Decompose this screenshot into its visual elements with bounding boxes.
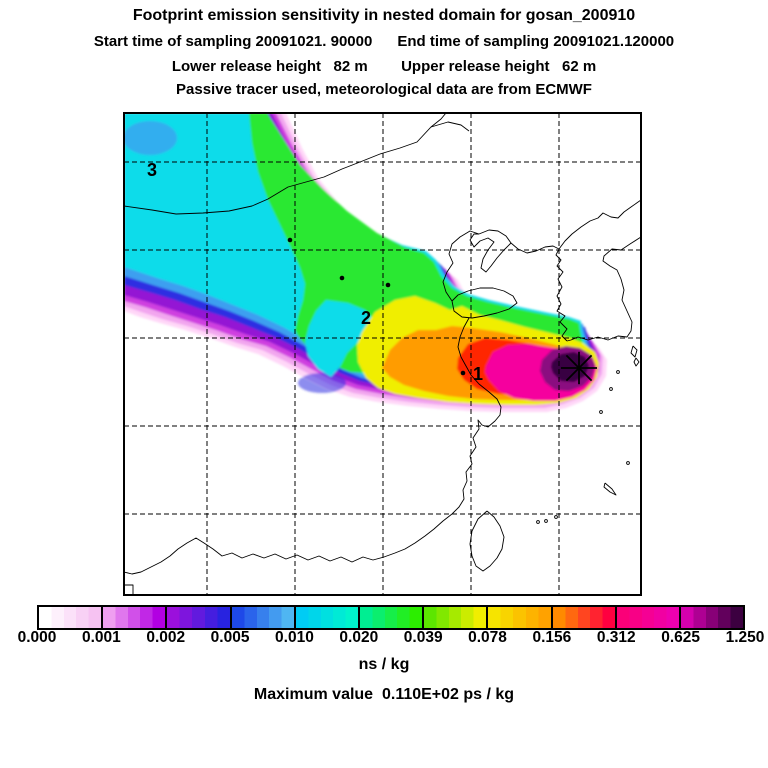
city-dot bbox=[461, 371, 466, 376]
region-label-3: 3 bbox=[146, 160, 158, 180]
colorbar-level-label: 0.005 bbox=[210, 629, 250, 646]
start-time-text: Start time of sampling 20091021. 90000 bbox=[93, 33, 373, 50]
tracer-note: Passive tracer used, meteorological data are from ECMWF bbox=[176, 81, 592, 98]
receptor-star-marker bbox=[561, 352, 597, 384]
colorbar-units-label: ns / kg bbox=[358, 656, 410, 673]
colorbar-segment-0.156 bbox=[553, 607, 617, 628]
colorbar-segment-0.312 bbox=[617, 607, 681, 628]
plume-layer-blue-patch-a bbox=[123, 121, 177, 155]
colorbar-level-label: 0.039 bbox=[403, 629, 443, 646]
colorbar-level-label: 1.250 bbox=[725, 629, 765, 646]
colorbar-segment-0.010 bbox=[296, 607, 360, 628]
plume-layer-blue-patch-b bbox=[298, 373, 346, 393]
colorbar-level-label: 0.010 bbox=[275, 629, 314, 646]
colorbar-segment-0.001 bbox=[103, 607, 167, 628]
colorbar-level-label: 0.078 bbox=[468, 629, 507, 646]
colorbar-level-label: 0.002 bbox=[146, 629, 186, 646]
colorbar-segment-0.002 bbox=[167, 607, 231, 628]
colorbar-segment-0.000 bbox=[39, 607, 103, 628]
colorbar-level-label: 0.625 bbox=[661, 629, 701, 646]
max-value-label: Maximum value 0.110E+02 ps / kg bbox=[253, 686, 515, 703]
colorbar-level-label: 0.000 bbox=[17, 629, 57, 646]
colorbar-segment-0.625 bbox=[681, 607, 743, 628]
colorbar bbox=[37, 605, 745, 630]
colorbar-segment-0.039 bbox=[424, 607, 488, 628]
city-dot bbox=[340, 276, 345, 281]
city-dot bbox=[288, 238, 293, 243]
colorbar-level-label: 0.156 bbox=[532, 629, 572, 646]
upper-release-text: Upper release height 62 m bbox=[401, 58, 597, 75]
region-label-1: 1 bbox=[472, 364, 484, 384]
region-label-2: 2 bbox=[360, 308, 372, 328]
colorbar-segment-0.078 bbox=[488, 607, 552, 628]
page-title: Footprint emission sensitivity in nested domain for gosan_200910 bbox=[132, 7, 636, 24]
city-dot bbox=[386, 283, 391, 288]
colorbar-segment-0.020 bbox=[360, 607, 424, 628]
colorbar-level-label: 0.001 bbox=[81, 629, 121, 646]
colorbar-level-label: 0.312 bbox=[596, 629, 636, 646]
colorbar-segment-0.005 bbox=[232, 607, 296, 628]
colorbar-level-label: 0.020 bbox=[339, 629, 379, 646]
end-time-text: End time of sampling 20091021.120000 bbox=[397, 33, 675, 50]
lower-release-text: Lower release height 82 m bbox=[171, 58, 368, 75]
